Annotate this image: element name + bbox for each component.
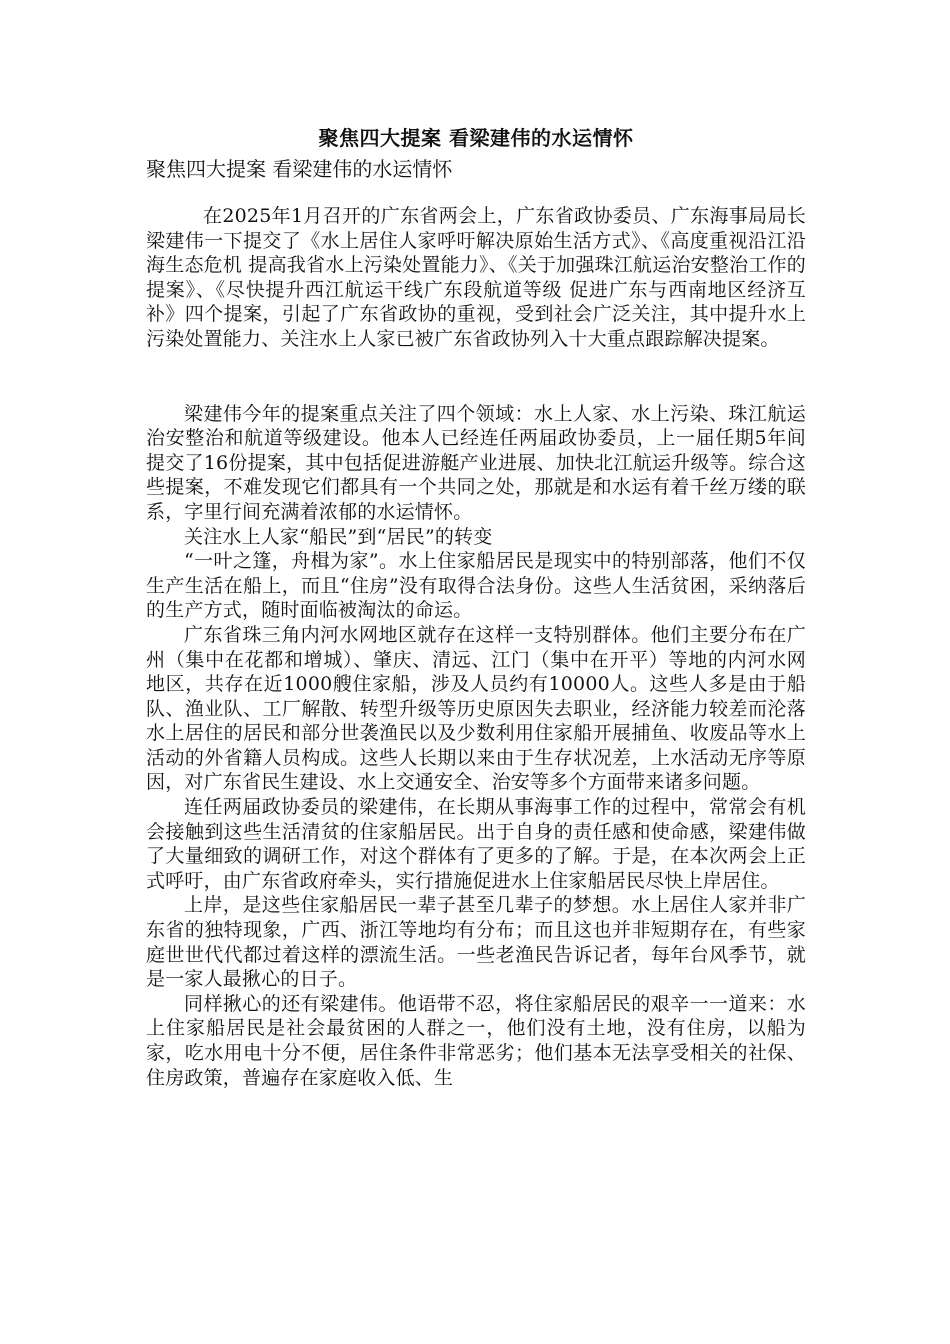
document-subtitle: 聚焦四大提案 看梁建伟的水运情怀 bbox=[146, 157, 453, 181]
body-paragraph: “一叶之篷，舟楫为家”。水上住家船居民是现实中的特别部落，他们不仅生产生活在船上，而且“住房”没有取得合法身份。这些人生活贫困，采纳落后的生产方式，随时面临被淘汰的命运。 bbox=[146, 550, 806, 622]
body-paragraph: 同样揪心的还有梁建伟。他语带不忍，将住家船居民的艰辛一一道来：水上住家船居民是社会最贫困的人群之一，他们没有土地，没有住房，以船为家，吃水用电十分不便，居住条件非常恶劣；他们基本无法享受相关的社保、住房政策，普遍存在家庭收入低、生 bbox=[146, 992, 806, 1089]
section-heading: 关注水上人家“船民”到“居民”的转变 bbox=[184, 525, 493, 548]
intro-paragraph: 在2025年1月召开的广东省两会上，广东省政协委员、广东海事局局长梁建伟一下提交了《水上居住人家呼吁解决原始生活方式》、《高度重视沿江沿海生态危机 提高我省水上污染处置能力》、《关于加强珠江航运治安整治工作的提案》、《尽快提升西江航运干线广东段航道等级 促进广东与西南地区经济互补》四个提案，引起了广东省政协的重视，受到社会广泛关注，其中提升水上污染处置能力、关注水上人家已被广东省政协列入十大重点跟踪解决提案。 bbox=[146, 205, 806, 350]
body-paragraph: 上岸，是这些住家船居民一辈子甚至几辈子的梦想。水上居住人家并非广东省的独特现象，广西、浙江等地均有分布；而且这也并非短期存在，有些家庭世世代代都过着这样的漂流生活。一些老渔民告诉记者，每年台风季节，就是一家人最揪心的日子。 bbox=[146, 894, 806, 991]
paragraph-gap bbox=[146, 352, 806, 402]
body-paragraph: 连任两届政协委员的梁建伟，在长期从事海事工作的过程中，常常会有机会接触到这些生活清贫的住家船居民。出于自身的责任感和使命感，梁建伟做了大量细致的调研工作，对这个群体有了更多的了解。于是，在本次两会上正式呼吁，由广东省政府牵头，实行措施促进水上住家船居民尽快上岸居住。 bbox=[146, 796, 806, 892]
body-paragraph: 梁建伟今年的提案重点关注了四个领域：水上人家、水上污染、珠江航运治安整治和航道等级建设。他本人已经连任两届政协委员，上一届任期5年间提交了16份提案，其中包括促进游艇产业进展、加快北江航运升级等。综合这些提案，不难发现它们都具有一个共同之处，那就是和水运有着千丝万缕的联系，字里行间充满着浓郁的水运情怀。 bbox=[146, 402, 806, 523]
document-title: 聚焦四大提案 看梁建伟的水运情怀 bbox=[318, 126, 634, 150]
document-body bbox=[146, 120, 806, 1090]
body-paragraph: 广东省珠三角内河水网地区就存在这样一支特别群体。他们主要分布在广州（集中在花都和增城）、肇庆、清远、江门（集中在开平）等地的内河水网地区，共存在近1000艘住家船，涉及人员约有10000人。这些人多是由于船队、渔业队、工厂解散、转型升级等历史原因失去职业，经济能力较差而沦落水上居住的居民和部分世袭渔民以及少数利用住家船开展捕鱼、收废品等水上活动的外省籍人员构成。这些人长期以来由于生存状况差，上水活动无序等原因，对广东省民生建设、水上交通安全、治安等多个方面带来诸多问题。 bbox=[146, 623, 806, 794]
